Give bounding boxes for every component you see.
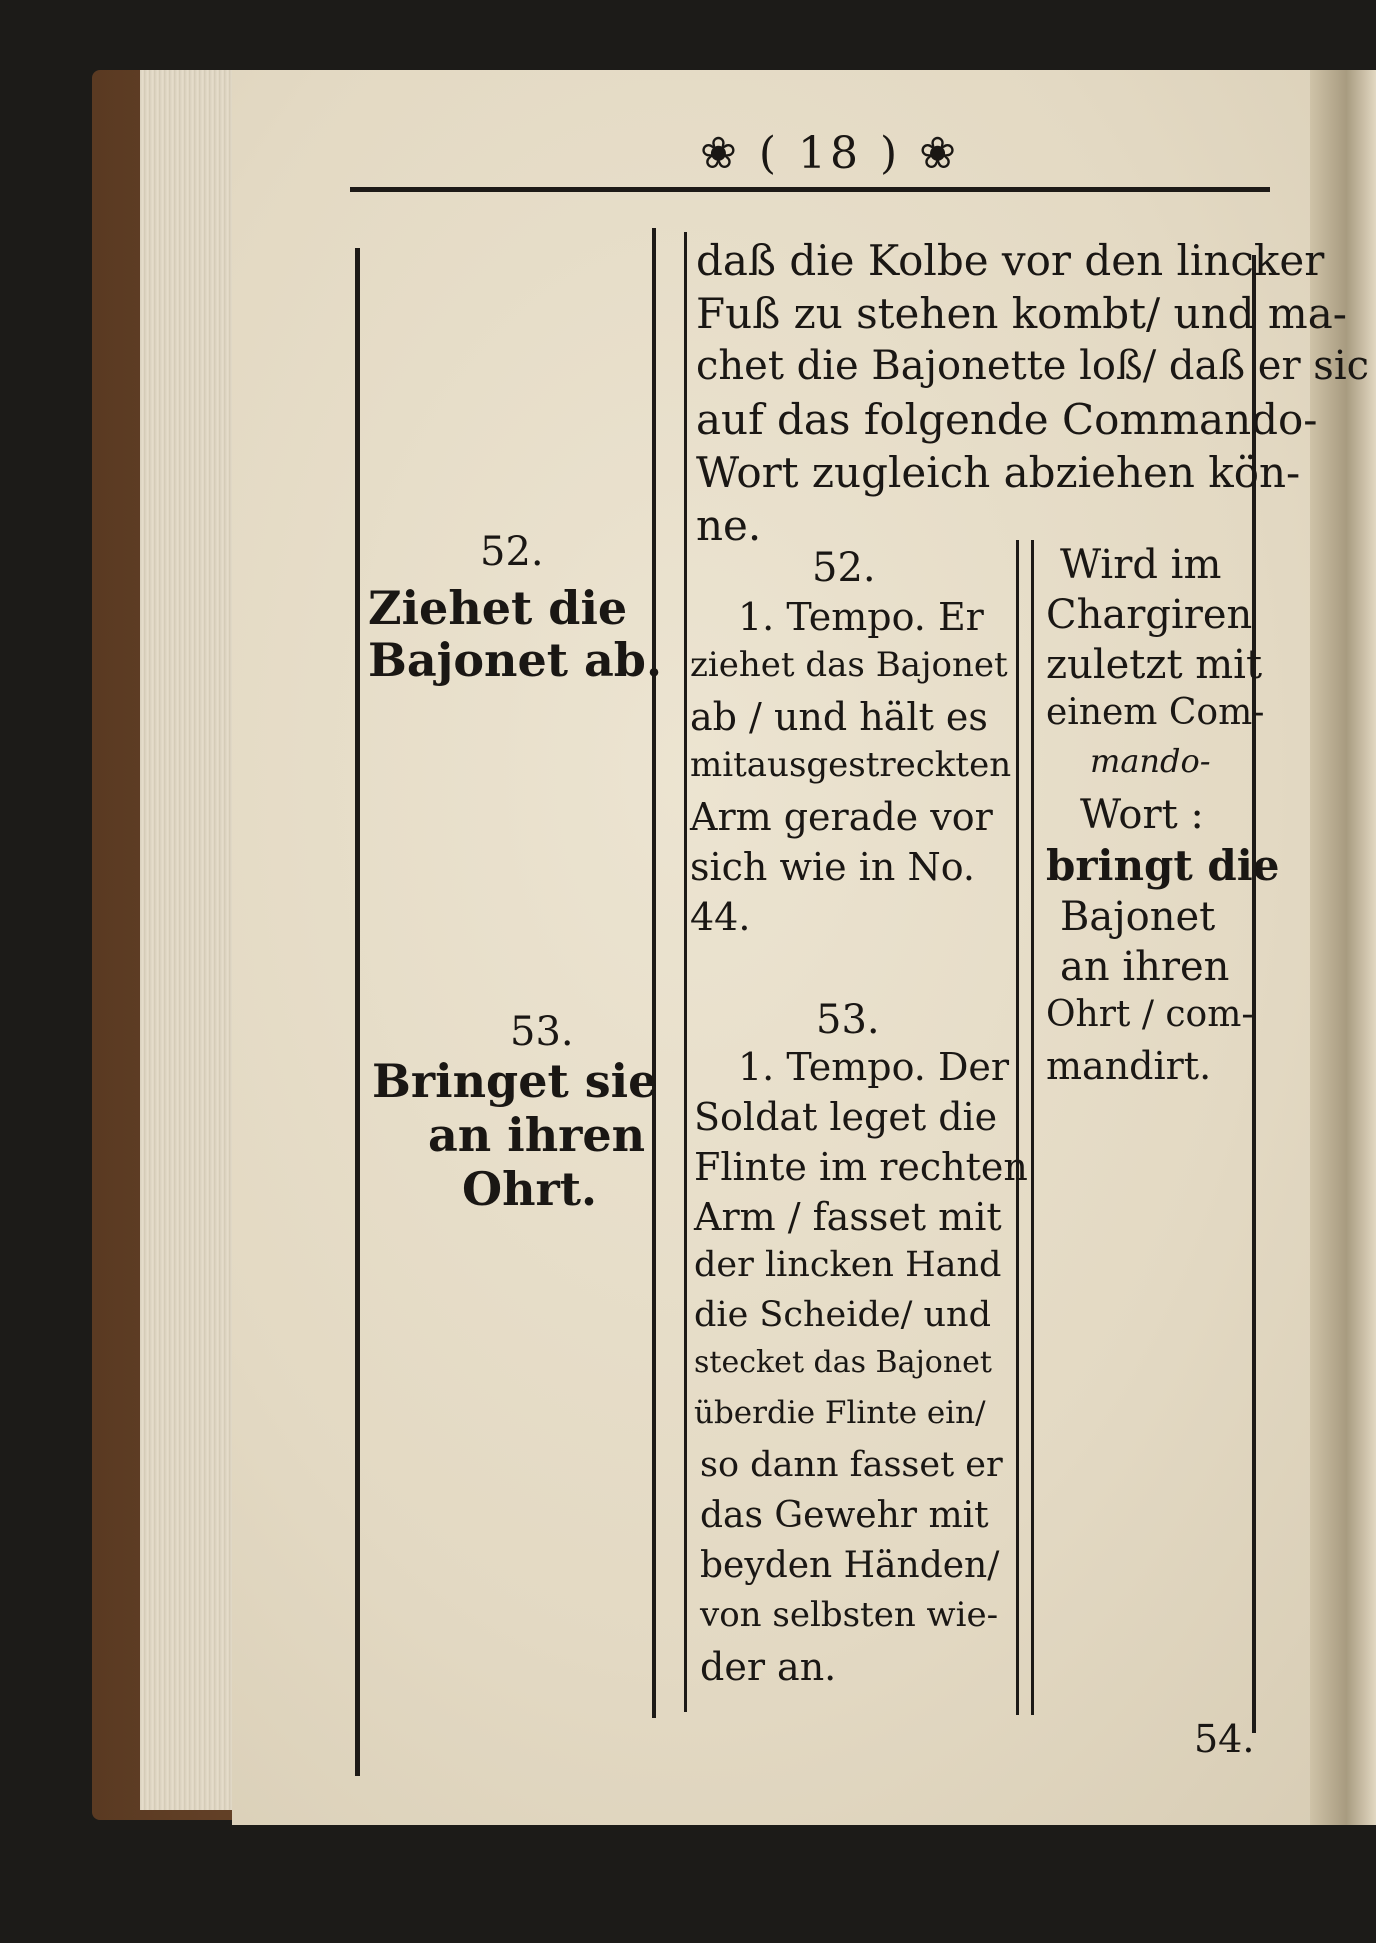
- right-line: Ohrt / com-: [1046, 994, 1254, 1035]
- right-line: an ihren: [1060, 944, 1230, 990]
- section-number: 52.: [480, 529, 544, 575]
- top-block-line: Wort zugleich abziehen kön-: [696, 448, 1301, 497]
- middle-line: die Scheide/ und: [694, 1295, 991, 1335]
- middle-line: von selbsten wie-: [700, 1595, 999, 1635]
- running-head: ❀ ( 18 ) ❀: [699, 128, 961, 179]
- middle-line: überdie Flinte ein/: [694, 1395, 986, 1431]
- right-line: bringt die: [1046, 841, 1280, 890]
- right-line: Wort :: [1080, 792, 1204, 838]
- right-line: Chargiren: [1046, 592, 1253, 638]
- middle-line: Arm / fasset mit: [694, 1195, 1002, 1239]
- right-line: Wird im: [1060, 542, 1222, 588]
- section-title-line: Ziehet die: [368, 581, 628, 635]
- right-line: zuletzt mit: [1046, 642, 1263, 688]
- middle-section-number: 53.: [816, 997, 880, 1043]
- middle-line: das Gewehr mit: [700, 1495, 989, 1536]
- middle-line: sich wie in No.: [690, 845, 975, 889]
- middle-column-rule-right-b: [1031, 540, 1034, 1715]
- middle-line: mitausgestreckten: [690, 745, 1012, 785]
- top-block-line: daß die Kolbe vor den lincker: [696, 236, 1325, 285]
- section-title-line: Bringet sie: [372, 1054, 658, 1108]
- section-title-line: an ihren: [428, 1108, 646, 1162]
- middle-line: stecket das Bajonet: [694, 1345, 992, 1380]
- middle-section-number: 52.: [812, 545, 876, 591]
- side-column-rule: [652, 228, 656, 1718]
- middle-line: 44.: [690, 895, 751, 939]
- right-line: einem Com-: [1046, 692, 1265, 733]
- section-number: 53.: [510, 1009, 574, 1055]
- header-rule: [350, 187, 1270, 192]
- right-line: Bajonet: [1060, 894, 1216, 940]
- middle-line: der lincken Hand: [694, 1245, 1002, 1285]
- middle-line: so dann fasset er: [700, 1445, 1003, 1485]
- middle-line: 1. Tempo. Der: [738, 1045, 1010, 1089]
- ornament-right-icon: ❀: [919, 128, 961, 179]
- ornament-left-icon: ❀: [699, 128, 741, 179]
- left-column-rule: [355, 248, 360, 1776]
- middle-line: Arm gerade vor: [690, 795, 993, 839]
- middle-line: beyden Händen/: [700, 1545, 1000, 1586]
- middle-line: ab / und hält es: [690, 695, 988, 739]
- middle-line: Soldat leget die: [694, 1095, 998, 1139]
- middle-column-rule-left: [684, 232, 687, 1712]
- top-block-line: chet die Bajonette loß/ daß er sic: [696, 343, 1370, 389]
- middle-line: 1. Tempo. Er: [738, 595, 984, 639]
- section-title-line: Ohrt.: [462, 1162, 598, 1216]
- right-line: mando-: [1090, 742, 1211, 780]
- catchword: 54.: [1194, 1717, 1255, 1761]
- middle-line: der an.: [700, 1645, 837, 1689]
- page-number: 18: [798, 128, 862, 179]
- top-block-line: Fuß zu stehen kombt/ und ma-: [696, 289, 1347, 338]
- right-line: mandirt.: [1046, 1044, 1212, 1088]
- top-block-line: auf das folgende Commando-: [696, 395, 1318, 444]
- middle-column-rule-right-a: [1016, 540, 1019, 1715]
- middle-line: Flinte im rechten: [694, 1145, 1028, 1189]
- section-title-line: Bajonet ab.: [368, 633, 662, 687]
- middle-line: ziehet das Bajonet: [690, 645, 1008, 685]
- top-block-line: ne.: [696, 501, 762, 550]
